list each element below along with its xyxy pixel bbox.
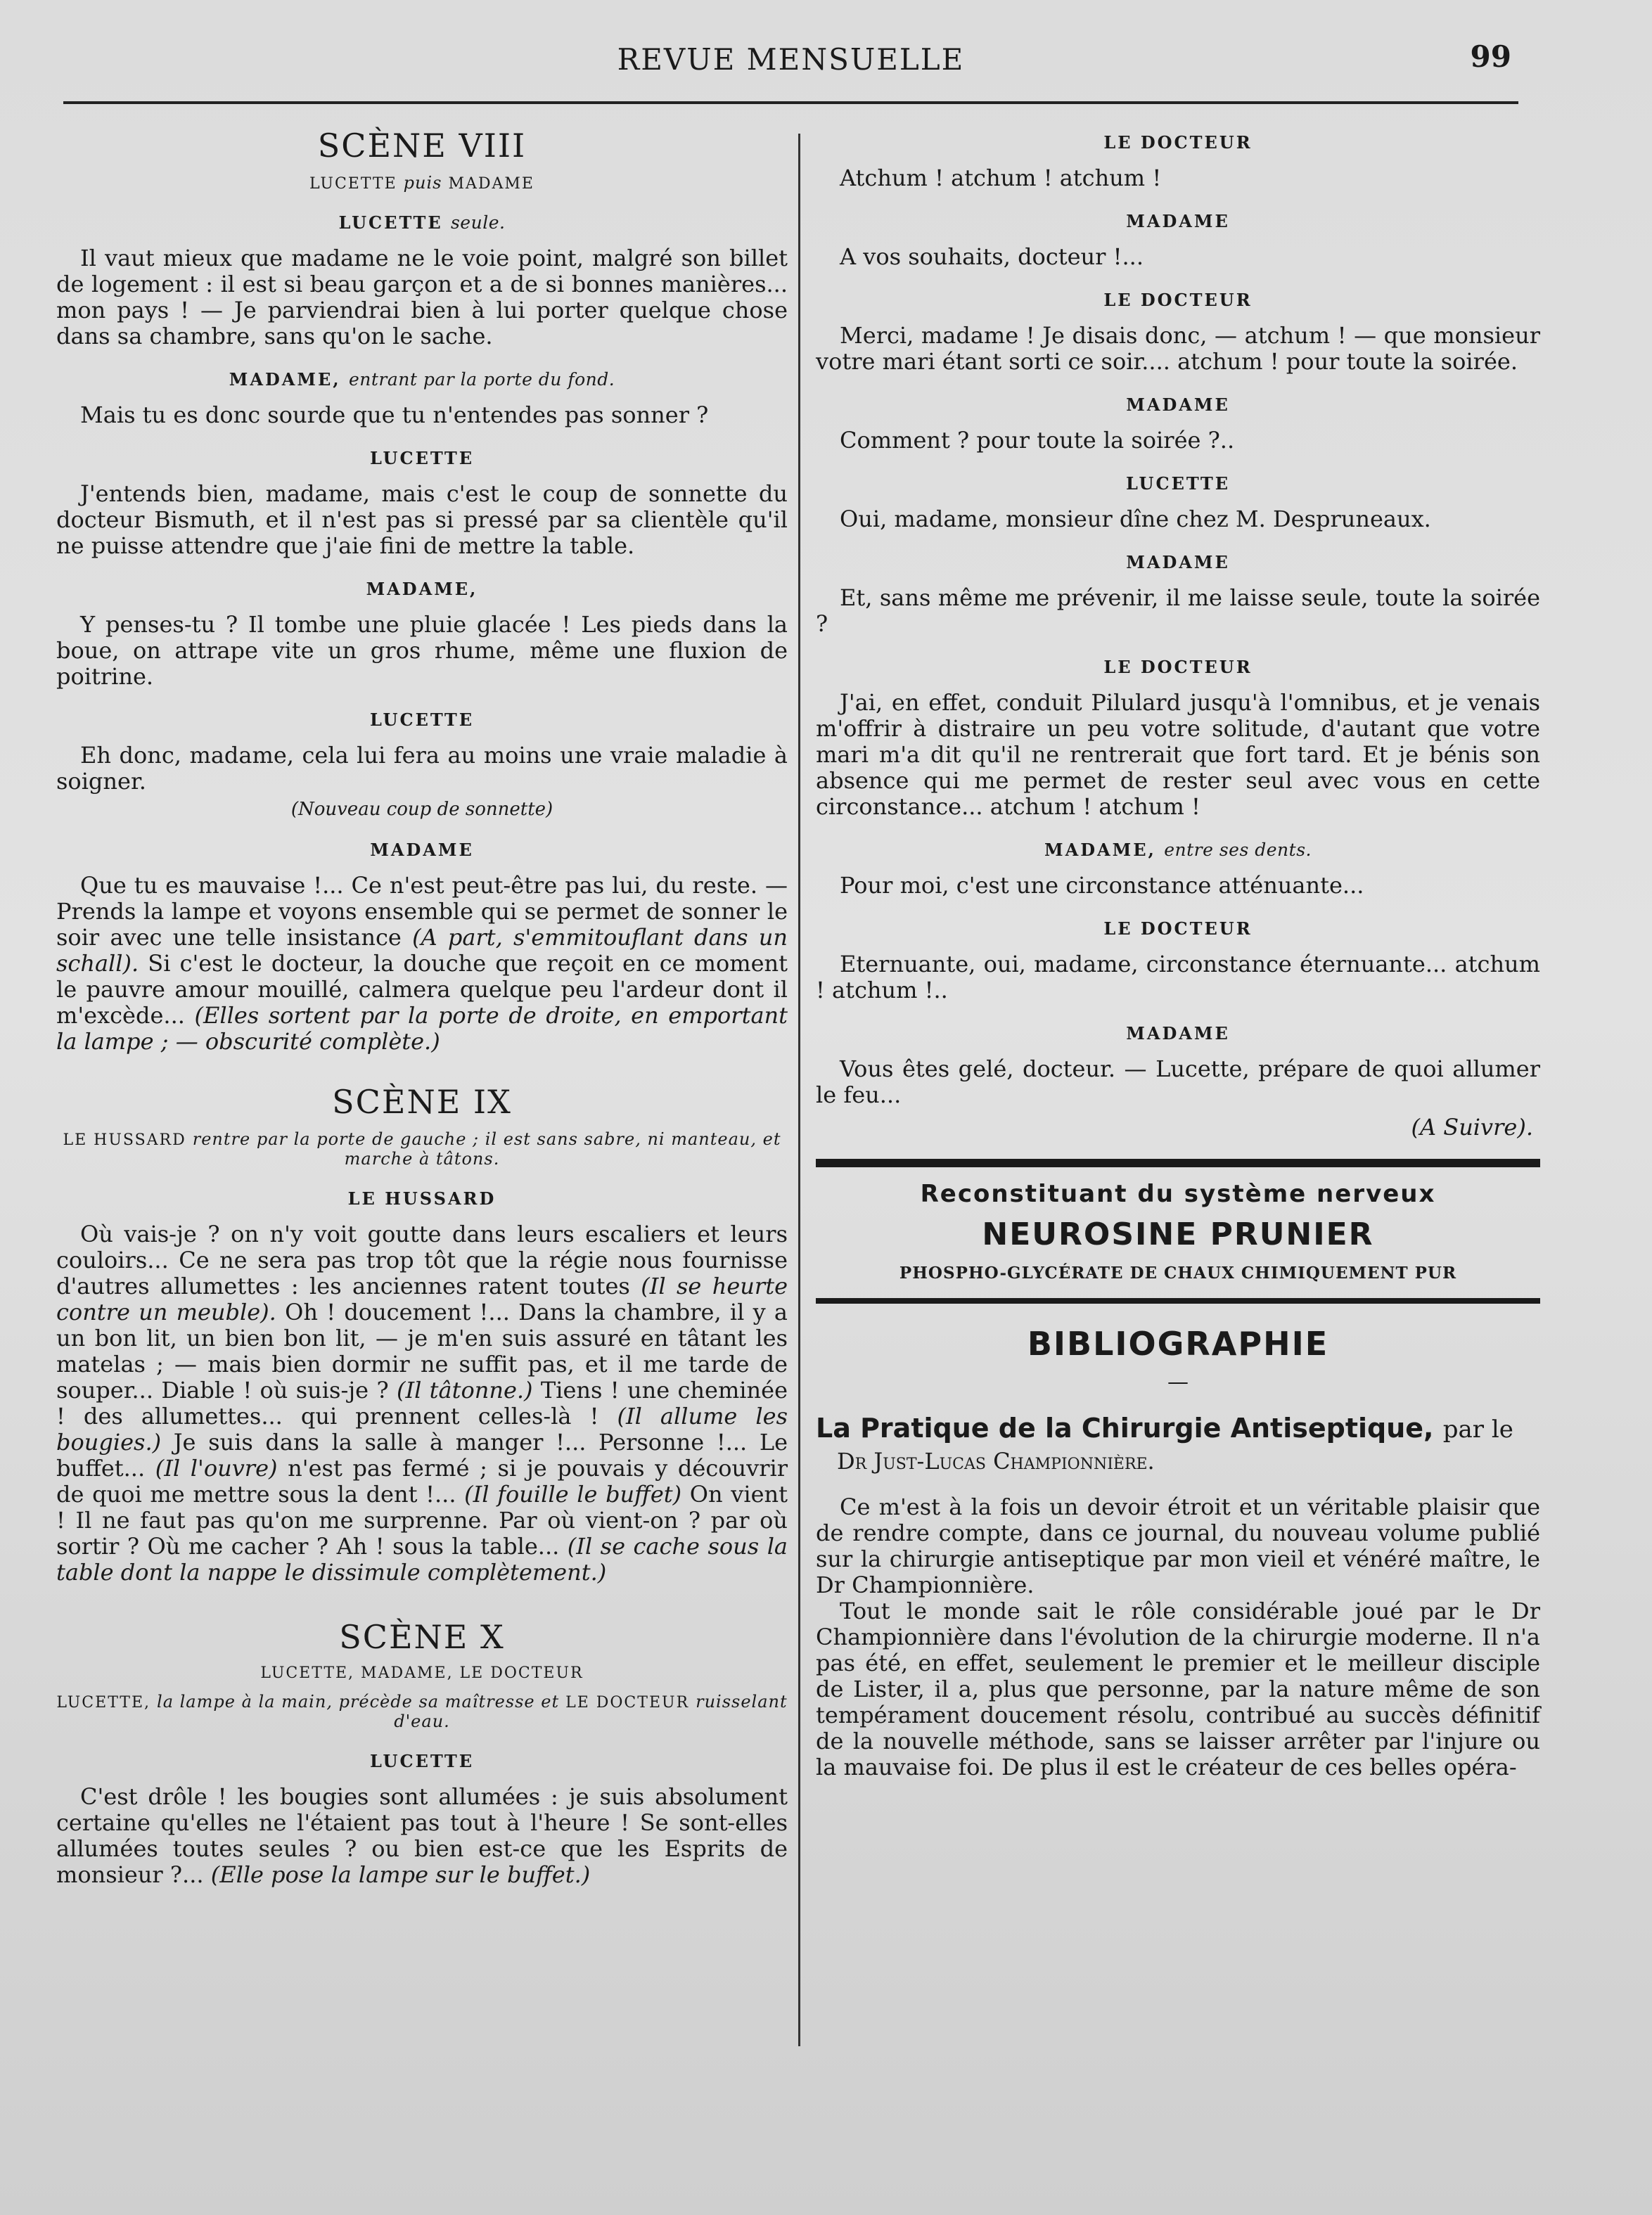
advert-subline: PHOSPHO-GLYCÉRATE DE CHAUX CHIMIQUEMENT PUR <box>899 1264 1457 1283</box>
dialogue-text: Où vais-je ? on n'y voit goutte dans leurs escaliers et leurs couloirs... Ce ne sera pas trop tôt que la régie nous fournisse d'autres allumettes : les anciennes ratent toutes (Il se heurte contre un meuble). Oh ! doucement !... Dans la chambre, il y a un bon lit, un bien bon lit, — je m'en suis assuré en tâtant les matelas ; — mais bien dormir ne suffit pas, et il me tarde de souper... Diable ! où suis-je ? (Il tâtonne.) Tiens ! une cheminée ! des allumettes... qui prennent celles-là ! (Il allume les bougies.) Je suis dans la salle à manger !... Personne !... Le buffet... (Il l'ouvre) n'est pas fermé ; si je pouvais y découvrir de quoi me mettre sous la dent !... (Il fouille le buffet) On vient ! Il ne faut pas qu'on me surprenne. Par où vient-on ? par où sortir ? Où me cacher ? Ah ! sous la table... (Il se cache sous la table dont la nappe le dissimule complètement.) <box>56 1221 788 1586</box>
speaker-label: LUCETTE seule. <box>338 212 506 233</box>
speaker-label: MADAME, entrant par la porte du fond. <box>229 369 615 390</box>
speaker-label: LUCETTE <box>369 448 475 468</box>
speaker-label: MADAME, <box>366 579 478 599</box>
section-heading: BIBLIOGRAPHIE <box>1027 1325 1329 1363</box>
dialogue-text: Oui, madame, monsieur dîne chez M. Despruneaux. <box>840 506 1431 532</box>
dialogue-text: Et, sans même me prévenir, il me laisse seule, toute la soirée ? <box>816 584 1540 637</box>
scene-9-cast: LE HUSSARD rentre par la porte de gauche ; il est sans sabre, ni manteau, et marche à tâtons. <box>63 1129 781 1169</box>
speaker-label: MADAME, entre ses dents. <box>1044 840 1312 860</box>
right-column <box>816 120 1540 1780</box>
dialogue-text: Pour moi, c'est une circonstance atténuante... <box>840 872 1364 899</box>
dialogue-text: Y penses-tu ? Il tombe une pluie glacée ! Les pieds dans la boue, on attrape vite un gros rhume, même une fluxion de poitrine. <box>56 611 788 690</box>
speaker-label: MADAME <box>1126 552 1230 572</box>
scene-9-title: SCÈNE IX <box>332 1083 512 1121</box>
dialogue-text: Atchum ! atchum ! atchum ! <box>840 165 1162 191</box>
dialogue-text: Mais tu es donc sourde que tu n'entendes pas sonner ? <box>80 402 709 428</box>
journal-title: REVUE MENSUELLE <box>617 42 965 77</box>
scene-10-cast: LUCETTE, MADAME, LE DOCTEUR <box>260 1664 584 1682</box>
advert-product: NEUROSINE PRUNIER <box>982 1216 1374 1252</box>
column-divider <box>798 134 800 2046</box>
dialogue-text: J'ai, en effet, conduit Pilulard jusqu'à l'omnibus, et je venais m'offrir à distraire un peu votre solitude, d'autant que votre mari m'a dit qu'il ne rentrerait que fort tard. Et je bénis son absence qui me permet de rester seul avec vous en cette circonstance... atchum ! atchum ! <box>816 689 1540 820</box>
speaker-label: MADAME <box>370 840 474 860</box>
dialogue-text: Il vaut mieux que madame ne le voie point, malgré son billet de logement : il est si beau garçon et a de si bonnes manières... mon pays ! — Je parviendrai bien à lui porter quelque chose dans sa chambre, sans qu'on le sache. <box>56 245 788 349</box>
speaker-label: LUCETTE <box>1125 473 1231 494</box>
speaker-label: LE DOCTEUR <box>1103 132 1253 153</box>
dialogue-text: A vos souhaits, docteur !... <box>840 243 1144 270</box>
left-column <box>56 120 788 1888</box>
dialogue-text: Comment ? pour toute la soirée ?.. <box>840 427 1235 454</box>
scene-10-title: SCÈNE X <box>339 1618 505 1656</box>
to-be-continued: (A Suivre). <box>1411 1114 1533 1141</box>
speaker-label: LE HUSSARD <box>347 1188 497 1209</box>
speaker-label: MADAME <box>1126 211 1230 231</box>
dialogue-text: Eh donc, madame, cela lui fera au moins une vraie maladie à soigner. <box>56 742 788 795</box>
speaker-label: MADAME <box>1126 394 1230 415</box>
scene-8-cast: LUCETTE puis MADAME <box>309 173 534 193</box>
scene-10-stage: LUCETTE, la lampe à la main, précède sa maîtresse et LE DOCTEUR ruisselant d'eau. <box>56 1692 788 1731</box>
dialogue-text: Vous êtes gelé, docteur. — Lucette, prépare de quoi allumer le feu... <box>816 1055 1540 1108</box>
speaker-label: LUCETTE <box>369 710 475 730</box>
speaker-label: LE DOCTEUR <box>1103 918 1253 939</box>
review-paragraph: Ce m'est à la fois un devoir étroit et un véritable plaisir que de rendre compte, dans ce journal, du nouveau volume publié sur la chirurgie antiseptique par mon vieil et vénéré maître, le Dr Championnière. <box>816 1494 1540 1598</box>
advert-headline: Reconstituant du système nerveux <box>920 1180 1436 1208</box>
speaker-label: LE DOCTEUR <box>1103 657 1253 677</box>
book-title: La Pratique de la Chirurgie Antiseptique, par le <box>816 1413 1513 1444</box>
heading-dash: — <box>1167 1370 1189 1394</box>
scene-8-title: SCÈNE VIII <box>317 127 527 165</box>
dialogue-text: C'est drôle ! les bougies sont allumées : je suis absolument certaine qu'elles ne l'étaient pas tout à l'heure ! Se sont-elles allumées toutes seules ? ou bien est-ce que les Esprits de monsieur ?... (Elle pose la lampe sur le buffet.) <box>56 1783 788 1888</box>
dialogue-text: Eternuante, oui, madame, circonstance éternuante... atchum ! atchum !.. <box>816 951 1540 1003</box>
page-number: 99 <box>1470 39 1511 74</box>
book-author: Dr Just-Lucas Championnière. <box>837 1448 1155 1475</box>
advert-rule-top <box>816 1159 1540 1167</box>
dialogue-text: Merci, madame ! Je disais donc, — atchum ! — que monsieur votre mari étant sorti ce soir.... atchum ! pour toute la soirée. <box>816 322 1540 375</box>
running-header <box>63 37 1518 104</box>
advert-rule-bottom <box>816 1298 1540 1304</box>
stage-direction: (Nouveau coup de sonnette) <box>290 799 553 820</box>
speaker-label: MADAME <box>1126 1023 1230 1044</box>
review-paragraph: Tout le monde sait le rôle considérable joué par le Dr Championnière dans l'évolution de la chirurgie moderne. Il n'a pas été, en effet, seulement le premier et le meilleur disciple de Lister, il a, plus que personne, par la nature même de son tempérament doucement résolu, contribué au succès définitif de la nouvelle méthode, sans se laisser arrêter par l'injure ou la mauvaise foi. De plus il est le créateur de ces belles opéra- <box>816 1598 1540 1780</box>
dialogue-text: Que tu es mauvaise !... Ce n'est peut-être pas lui, du reste. — Prends la lampe et voyons ensemble qui se permet de sonner le soir avec une telle insistance (A part, s'emmitouflant dans un schall). Si c'est le docteur, la douche que reçoit en ce moment le pauvre amour mouillé, calmera quelque peu l'ardeur dont il m'excède... (Elles sortent par la porte de droite, en emportant la lampe ; — obscurité complète.) <box>56 872 788 1055</box>
speaker-label: LE DOCTEUR <box>1103 290 1253 310</box>
speaker-label: LUCETTE <box>369 1751 475 1771</box>
dialogue-text: J'entends bien, madame, mais c'est le coup de sonnette du docteur Bismuth, et il n'est pas si pressé par sa clientèle qu'il ne puisse attendre que j'aie fini de mettre la table. <box>56 480 788 559</box>
